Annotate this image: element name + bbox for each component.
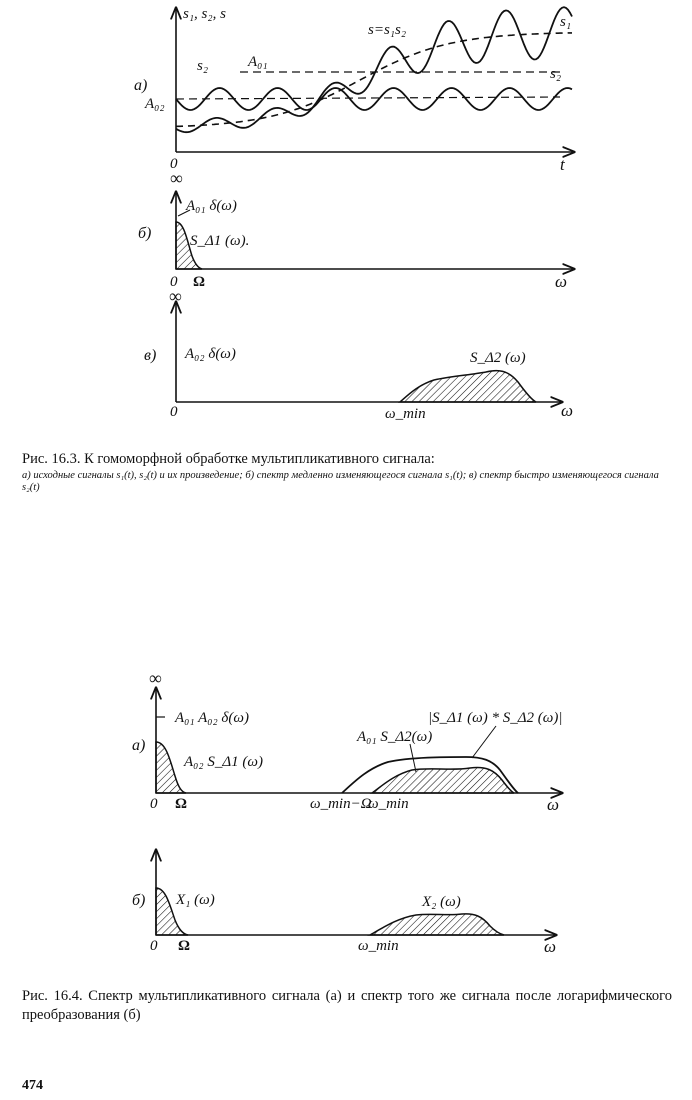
fig4-panel-a-infinity: ∞ xyxy=(149,668,162,688)
fig4-panel-a-omega-cap: Ω xyxy=(175,796,188,812)
panel-b-origin: 0 xyxy=(170,274,178,290)
page-number: 474 xyxy=(22,1078,43,1093)
figure-16-3-caption xyxy=(22,450,672,494)
s1-label: s₁ xyxy=(560,14,572,30)
fig4-s1-spectrum xyxy=(156,742,186,793)
panel-b-label: б) xyxy=(138,225,152,242)
a02-label: A₀₂ xyxy=(145,96,165,112)
caption-16-4: Рис. 16.4. Спектр мультипликативного сигнала (а) и спектр того же сигнала после логарифмического преобразования (б) xyxy=(22,988,672,1023)
fig4-x2-spectrum xyxy=(370,914,504,935)
fig4-panel-b-origin: 0 xyxy=(150,938,158,954)
figure-16-4 xyxy=(0,660,692,990)
fig4-panel-b-x-axis-label: ω xyxy=(544,937,557,956)
fig4-panel-a-label: а) xyxy=(132,737,146,754)
fig4-x2-label: X₂ (ω) xyxy=(422,894,461,910)
fig4-conv-label: |S_Δ1 (ω) * S_Δ2 (ω)| xyxy=(428,710,563,726)
panel-c-x-axis-label: ω xyxy=(561,401,574,420)
s2-label-left: s₂ xyxy=(197,58,209,74)
panel-b-delta-label: A₀₁ δ(ω) xyxy=(186,198,237,214)
fig4-s2-label: A₀₁ S_Δ2(ω) xyxy=(357,729,433,745)
caption-16-3-subtitle: а) исходные сигналы s₁(t), s₂(t) и их произведение; б) спектр медленно изменяющегося сигнала s₁(t); в) спектр быстро изменяющегося сигнала s₂(t) xyxy=(22,470,659,493)
fig4-x1-label: X₁ (ω) xyxy=(176,892,215,908)
panel-c-label: в) xyxy=(144,347,157,364)
panel-a-y-axis-label: s₁, s₂, s xyxy=(183,6,226,22)
fig4-panel-a-omega-min: ω_min xyxy=(368,796,409,812)
panel-b-x-axis-label: ω xyxy=(555,272,568,291)
panel-b-spectrum-label: S_Δ1 (ω). xyxy=(190,233,250,249)
fig4-panel-a-x-axis-label: ω xyxy=(547,795,560,814)
product-label: s=s₁s₂ xyxy=(368,22,407,38)
fig4-panel-b-axes xyxy=(156,850,556,935)
figure-16-4-caption xyxy=(22,987,672,1025)
panel-a-origin: 0 xyxy=(170,156,178,172)
panel-c-delta-label: A₀₂ δ(ω) xyxy=(185,346,236,362)
s1-curve xyxy=(176,33,572,127)
fig4-omega-min-minus: ω_min−Ω xyxy=(310,796,372,812)
panel-c-infinity: ∞ xyxy=(169,286,182,306)
s-delta2-spectrum xyxy=(400,371,536,402)
panel-c-origin: 0 xyxy=(170,404,178,420)
s2-label-right: s₂ xyxy=(550,66,562,82)
panel-a-x-axis-label: t xyxy=(560,155,565,174)
panel-b-omega-cap: Ω xyxy=(193,274,206,290)
panel-c-omega-min: ω_min xyxy=(385,406,426,422)
fig4-conv-pointer xyxy=(472,726,496,758)
fig4-delta-label: A₀₁ A₀₂ δ(ω) xyxy=(175,710,249,726)
panel-a-label: а) xyxy=(134,77,148,94)
figure-16-3 xyxy=(0,0,692,440)
panel-c-spectrum-label: S_Δ2 (ω) xyxy=(470,350,526,366)
a01-label: A₀₁ xyxy=(248,54,268,70)
fig4-s2-spectrum xyxy=(372,768,514,794)
fig4-panel-b-omega-min: ω_min xyxy=(358,938,399,954)
fig4-panel-b-label: б) xyxy=(132,892,146,909)
fig4-panel-a-origin: 0 xyxy=(150,796,158,812)
fig4-panel-b-omega-cap: Ω xyxy=(178,938,191,954)
fig4-s1-label: A₀₂ S_Δ1 (ω) xyxy=(184,754,263,770)
caption-16-3-title: Рис. 16.3. К гомоморфной обработке мультипликативного сигнала: xyxy=(22,451,435,467)
panel-b-infinity: ∞ xyxy=(170,168,183,188)
